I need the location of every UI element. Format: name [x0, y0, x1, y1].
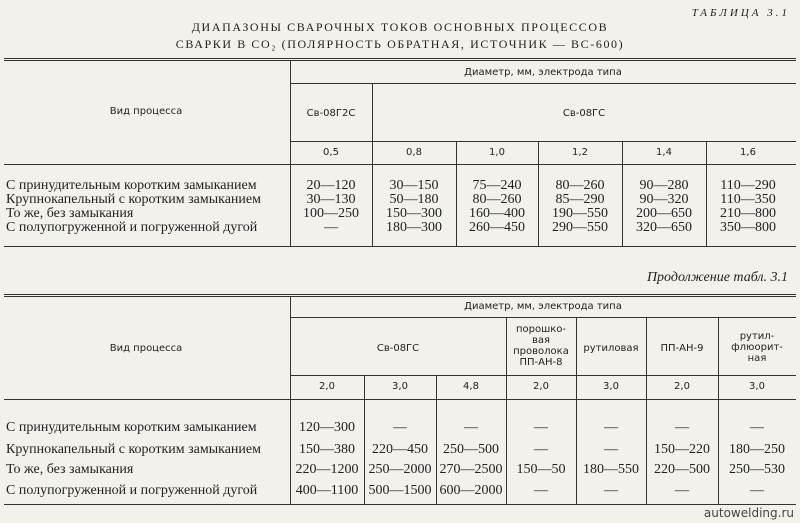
table-2-cell: — — [750, 420, 764, 435]
table-1-diameter: 1,2 — [572, 147, 588, 158]
table-1-diameter: 1,0 — [489, 147, 505, 158]
table-2-col-divider — [436, 375, 437, 504]
table-2-cell: 150—220 — [654, 442, 710, 457]
table-2-type-pp-an-9: ПП-АН-9 — [660, 343, 704, 354]
table-2-cell: 400—1100 — [295, 483, 359, 498]
table-2-process-name: С принудительным коротким замыканием — [6, 420, 257, 435]
table-2-cell: 600—2000 — [439, 483, 503, 498]
table-number: ТАБЛИЦА 3.1 — [691, 7, 790, 19]
table-1-cell: 350—800 — [720, 220, 776, 235]
table-1-cell: 50—180 — [389, 192, 439, 207]
table-2-cell: 220—450 — [372, 442, 428, 457]
table-2-cell: 250—500 — [443, 442, 499, 457]
table-2-diameter: 3,0 — [749, 381, 765, 392]
table-1-process-header: Вид процесса — [109, 106, 183, 117]
table-1-cell: 180—300 — [386, 220, 442, 235]
table-2-cell: — — [393, 420, 407, 435]
table-1-col-divider — [372, 164, 373, 246]
table-1-bottom-rule — [4, 246, 796, 247]
table-2-cell: — — [675, 420, 689, 435]
table-2-process-name: То же, без замыкания — [6, 462, 134, 477]
table-1-diameter: 0,5 — [323, 147, 339, 158]
table-2-diameter-rule — [290, 317, 796, 318]
table-1-cell: 20—120 — [306, 178, 356, 193]
table-2-cell: — — [675, 483, 689, 498]
table-2-cell: 250—530 — [729, 462, 785, 477]
table-1-cell: 200—650 — [636, 206, 692, 221]
table-continuation-label: Продолжение табл. 3.1 — [646, 270, 788, 285]
table-1-diameter: 0,8 — [406, 147, 422, 158]
table-1-cell: 190—550 — [552, 206, 608, 221]
table-2-header-bottom-rule — [4, 399, 796, 400]
table-1-cell: — — [324, 220, 338, 235]
table-2-cell: 150—380 — [299, 442, 355, 457]
table-1-type-rule — [290, 141, 796, 142]
table-1-cell: 30—130 — [306, 192, 356, 207]
table-2-process-divider — [290, 296, 291, 504]
table-2-process-name: Крупнокапельный с коротким замыканием — [6, 442, 261, 457]
table-2-col-divider — [364, 375, 365, 504]
table-2-cell: — — [604, 483, 618, 498]
table-1-cell: 150—300 — [386, 206, 442, 221]
table-2-cell: 220—1200 — [295, 462, 359, 477]
table-1-process-name: С принудительным коротким замыканием — [6, 178, 257, 193]
table-1-cell: 290—550 — [552, 220, 608, 235]
table-2-cell: — — [604, 442, 618, 457]
table-2-cell: 120—300 — [299, 420, 355, 435]
table-2-diameter: 2,0 — [674, 381, 690, 392]
table-1-top-rule-2 — [4, 60, 796, 61]
table-1-cell: 85—290 — [555, 192, 605, 207]
table-1-cell: 260—450 — [469, 220, 525, 235]
table-2-cell: — — [534, 420, 548, 435]
table-2-cell: 180—250 — [729, 442, 785, 457]
table-1-type-divider — [372, 83, 373, 164]
table-1-process-divider — [290, 60, 291, 246]
table-1-cell: 80—260 — [555, 178, 605, 193]
table-2-cell: 250—2000 — [368, 462, 432, 477]
table-1-diameter-header: Диаметр, мм, электрода типа — [464, 67, 622, 78]
table-1-cell: 160—400 — [469, 206, 525, 221]
table-1-cell: 90—280 — [639, 178, 689, 193]
table-2-cell: 180—550 — [583, 462, 639, 477]
table-2-cell: 500—1500 — [368, 483, 432, 498]
table-1-col-divider — [706, 141, 707, 246]
table-2-cell: — — [534, 483, 548, 498]
table-2-type-divider — [646, 317, 647, 504]
table-1-cell: 80—260 — [472, 192, 522, 207]
table-2-diameter: 3,0 — [392, 381, 408, 392]
table-1-cell: 30—150 — [389, 178, 439, 193]
table-1-process-name: С полупогруженной и погруженной дугой — [6, 220, 258, 235]
table-2-type-sv08gs: Св-08ГС — [376, 343, 420, 354]
table-2-cell: 150—50 — [516, 462, 566, 477]
table-1-diameter: 1,6 — [740, 147, 756, 158]
table-1-cell: 75—240 — [472, 178, 522, 193]
table-2-diameter: 2,0 — [319, 381, 335, 392]
table-2-process-header: Вид процесса — [109, 343, 183, 354]
table-1-cell: 210—800 — [720, 206, 776, 221]
table-2-type-rutile: рутиловая — [583, 343, 639, 354]
table-1-top-rule — [4, 58, 796, 59]
table-2-type-flux-cored-pp-an-8: порошко- вая проволока ПП-АН-8 — [513, 324, 569, 368]
table-1-type-sv08g2s: Св-08Г2С — [306, 108, 356, 119]
table-1-col-divider — [538, 141, 539, 246]
table-1-col-divider — [622, 141, 623, 246]
table-2-cell: 220—500 — [654, 462, 710, 477]
table-2-top-rule-2 — [4, 296, 796, 297]
table-2-diameter: 2,0 — [533, 381, 549, 392]
table-2-type-divider — [718, 317, 719, 504]
table-1-header-bottom-rule — [4, 164, 796, 165]
table-1-cell: 100—250 — [303, 206, 359, 221]
table-2-type-rutile-fluorite: рутил- флюорит- ная — [731, 331, 783, 364]
table-1-process-name: Крупнокапельный с коротким замыканием — [6, 192, 261, 207]
table-2-cell: — — [534, 442, 548, 457]
table-2-cell: — — [750, 483, 764, 498]
table-2-diameter: 3,0 — [603, 381, 619, 392]
table-1-cell: 90—320 — [639, 192, 689, 207]
table-title-line-1: ДИАПАЗОНЫ СВАРОЧНЫХ ТОКОВ ОСНОВНЫХ ПРОЦЕССОВ — [191, 20, 609, 34]
table-2-diameter: 4,8 — [463, 381, 479, 392]
table-2-cell: — — [604, 420, 618, 435]
table-2-type-rule — [290, 375, 796, 376]
table-1-diameter: 1,4 — [656, 147, 672, 158]
table-1-process-name: То же, без замыкания — [6, 206, 134, 221]
source-watermark: autowelding.ru — [703, 506, 794, 520]
table-2-cell: 270—2500 — [439, 462, 503, 477]
table-2-type-divider — [576, 317, 577, 504]
table-2-type-divider — [506, 317, 507, 504]
table-1-col-divider — [456, 141, 457, 246]
table-1-cell: 320—650 — [636, 220, 692, 235]
table-1-type-sv08gs: Св-08ГС — [562, 108, 606, 119]
table-2-diameter-header: Диаметр, мм, электрода типа — [464, 301, 622, 312]
table-2-cell: — — [464, 420, 478, 435]
table-2-process-name: С полупогруженной и погруженной дугой — [6, 483, 258, 498]
table-1-diameter-rule — [290, 83, 796, 84]
table-2-bottom-rule — [4, 504, 796, 505]
table-title-line-2: СВАРКИ В CO₂ (ПОЛЯРНОСТЬ ОБРАТНАЯ, ИСТОЧНИК — ВС-600) — [175, 37, 625, 51]
table-1-cell: 110—290 — [720, 178, 776, 193]
table-1-cell: 110—350 — [720, 192, 776, 207]
table-2-top-rule — [4, 294, 796, 295]
